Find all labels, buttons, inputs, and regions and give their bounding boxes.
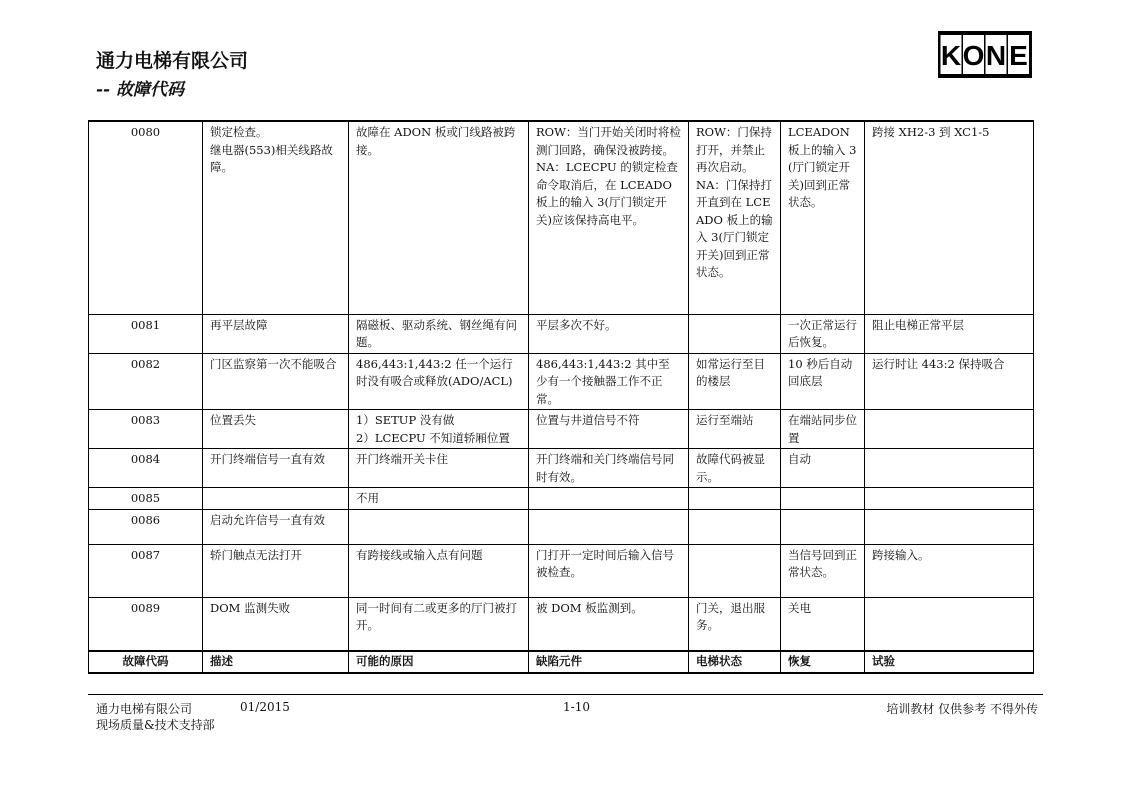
cell-test: 运行时让 443:2 保持吸合	[865, 353, 1034, 410]
cell-code: 0085	[89, 488, 203, 510]
header-cause: 可能的原因	[349, 651, 529, 673]
header-test: 试验	[865, 651, 1034, 673]
cell-desc: 门区监察第一次不能吸合	[203, 353, 349, 410]
cell-status	[689, 509, 781, 544]
cell-recovery: 在端站同步位置	[781, 410, 865, 449]
cell-recovery: 当信号回到正常状态。	[781, 544, 865, 597]
cell-desc: 锁定检查。 继电器(553)相关线路故障。	[203, 121, 349, 314]
company-title: 通力电梯有限公司	[96, 50, 249, 72]
cell-recovery: 一次正常运行后恢复。	[781, 314, 865, 353]
table-row	[89, 314, 1034, 353]
cell-component: 平层多次不好。	[529, 314, 689, 353]
header-code: 故障代码	[89, 651, 203, 673]
cell-component: 位置与井道信号不符	[529, 410, 689, 449]
cell-recovery: 关电	[781, 597, 865, 651]
cell-recovery	[781, 488, 865, 510]
header-component: 缺陷元件	[529, 651, 689, 673]
footer-date: 01/2015	[240, 700, 290, 714]
cell-desc	[203, 488, 349, 510]
logo-letter-n: N	[985, 40, 1007, 71]
cell-component	[529, 488, 689, 510]
cell-status: 故障代码被显示。	[689, 449, 781, 488]
cell-recovery	[781, 509, 865, 544]
cell-status	[689, 544, 781, 597]
cell-status: ROW：门保持打开，并禁止再次启动。 NA：门保持打开直到在 LCEADO 板上的输入 3(厅门锁定开关)回到正常状态。	[689, 121, 781, 314]
footer-divider	[88, 694, 1043, 695]
table-row	[89, 449, 1034, 488]
cell-cause: 486,443:1,443:2 任一个运行时没有吸合或释放(ADO/ACL)	[349, 353, 529, 410]
cell-cause: 故障在 ADON 板或门线路被跨接。	[349, 121, 529, 314]
cell-desc: 开门终端信号一直有效	[203, 449, 349, 488]
cell-component: 被 DOM 板监测到。	[529, 597, 689, 651]
cell-test: 阻止电梯正常平层	[865, 314, 1034, 353]
cell-cause: 1）SETUP 没有做 2）LCECPU 不知道轿厢位置	[349, 410, 529, 449]
cell-desc: 轿门触点无法打开	[203, 544, 349, 597]
table-row	[89, 121, 1034, 314]
cell-recovery: 10 秒后自动回底层	[781, 353, 865, 410]
cell-recovery: 自动	[781, 449, 865, 488]
cell-desc: DOM 监测失败	[203, 597, 349, 651]
table-row	[89, 544, 1034, 597]
cell-cause: 开门终端开关卡住	[349, 449, 529, 488]
fault-code-table	[88, 120, 1034, 674]
cell-code: 0082	[89, 353, 203, 410]
cell-test: 跨接输入。	[865, 544, 1034, 597]
kone-logo	[938, 31, 1032, 78]
footer-page-number: 1-10	[563, 700, 590, 714]
cell-component	[529, 509, 689, 544]
logo-letter-e: E	[1009, 40, 1028, 71]
cell-cause: 不用	[349, 488, 529, 510]
cell-cause: 同一时间有二或更多的厅门被打开。	[349, 597, 529, 651]
cell-cause	[349, 509, 529, 544]
cell-status	[689, 488, 781, 510]
cell-desc: 再平层故障	[203, 314, 349, 353]
table-row	[89, 488, 1034, 510]
footer-notice: 培训教材 仅供参考 不得外传	[886, 702, 1038, 716]
cell-code: 0083	[89, 410, 203, 449]
cell-test: 跨接 XH2-3 到 XC1-5	[865, 121, 1034, 314]
cell-code: 0081	[89, 314, 203, 353]
header-status: 电梯状态	[689, 651, 781, 673]
cell-component: ROW：当门开始关闭时将检测门回路，确保没被跨接。 NA：LCECPU 的锁定检查命令取消后，在 LCEADO 板上的输入 3(厅门锁定开关)应该保持高电平。	[529, 121, 689, 314]
cell-component: 开门终端和关门终端信号同时有效。	[529, 449, 689, 488]
cell-desc: 位置丢失	[203, 410, 349, 449]
logo-letter-o: O	[962, 40, 985, 71]
cell-code: 0087	[89, 544, 203, 597]
cell-status: 运行至端站	[689, 410, 781, 449]
cell-cause: 有跨接线或输入点有问题	[349, 544, 529, 597]
table-header-row	[89, 651, 1034, 673]
table-row	[89, 410, 1034, 449]
cell-code: 0084	[89, 449, 203, 488]
kone-logo-mark	[938, 31, 1032, 78]
table-row	[89, 597, 1034, 651]
cell-component: 门打开一定时间后输入信号被检查。	[529, 544, 689, 597]
header-recovery: 恢复	[781, 651, 865, 673]
footer-department: 现场质量&技术支持部	[96, 718, 215, 732]
cell-desc: 启动允许信号一直有效	[203, 509, 349, 544]
cell-code: 0089	[89, 597, 203, 651]
cell-test	[865, 597, 1034, 651]
footer-company: 通力电梯有限公司	[96, 702, 193, 716]
cell-test	[865, 488, 1034, 510]
cell-status: 门关，退出服务。	[689, 597, 781, 651]
logo-letter-k: K	[940, 40, 962, 71]
cell-test	[865, 410, 1034, 449]
cell-test	[865, 509, 1034, 544]
header-desc: 描述	[203, 651, 349, 673]
document-subtitle: -- 故障代码	[96, 80, 185, 100]
table-row	[89, 509, 1034, 544]
cell-component: 486,443:1,443:2 其中至少有一个接触器工作不正常。	[529, 353, 689, 410]
cell-status	[689, 314, 781, 353]
cell-status: 如常运行至目的楼层	[689, 353, 781, 410]
table-row	[89, 353, 1034, 410]
cell-recovery: LCEADON 板上的输入 3(厅门锁定开关)回到正常状态。	[781, 121, 865, 314]
cell-code: 0086	[89, 509, 203, 544]
cell-cause: 隔磁板、驱动系统、钢丝绳有问题。	[349, 314, 529, 353]
cell-test	[865, 449, 1034, 488]
cell-code: 0080	[89, 121, 203, 314]
